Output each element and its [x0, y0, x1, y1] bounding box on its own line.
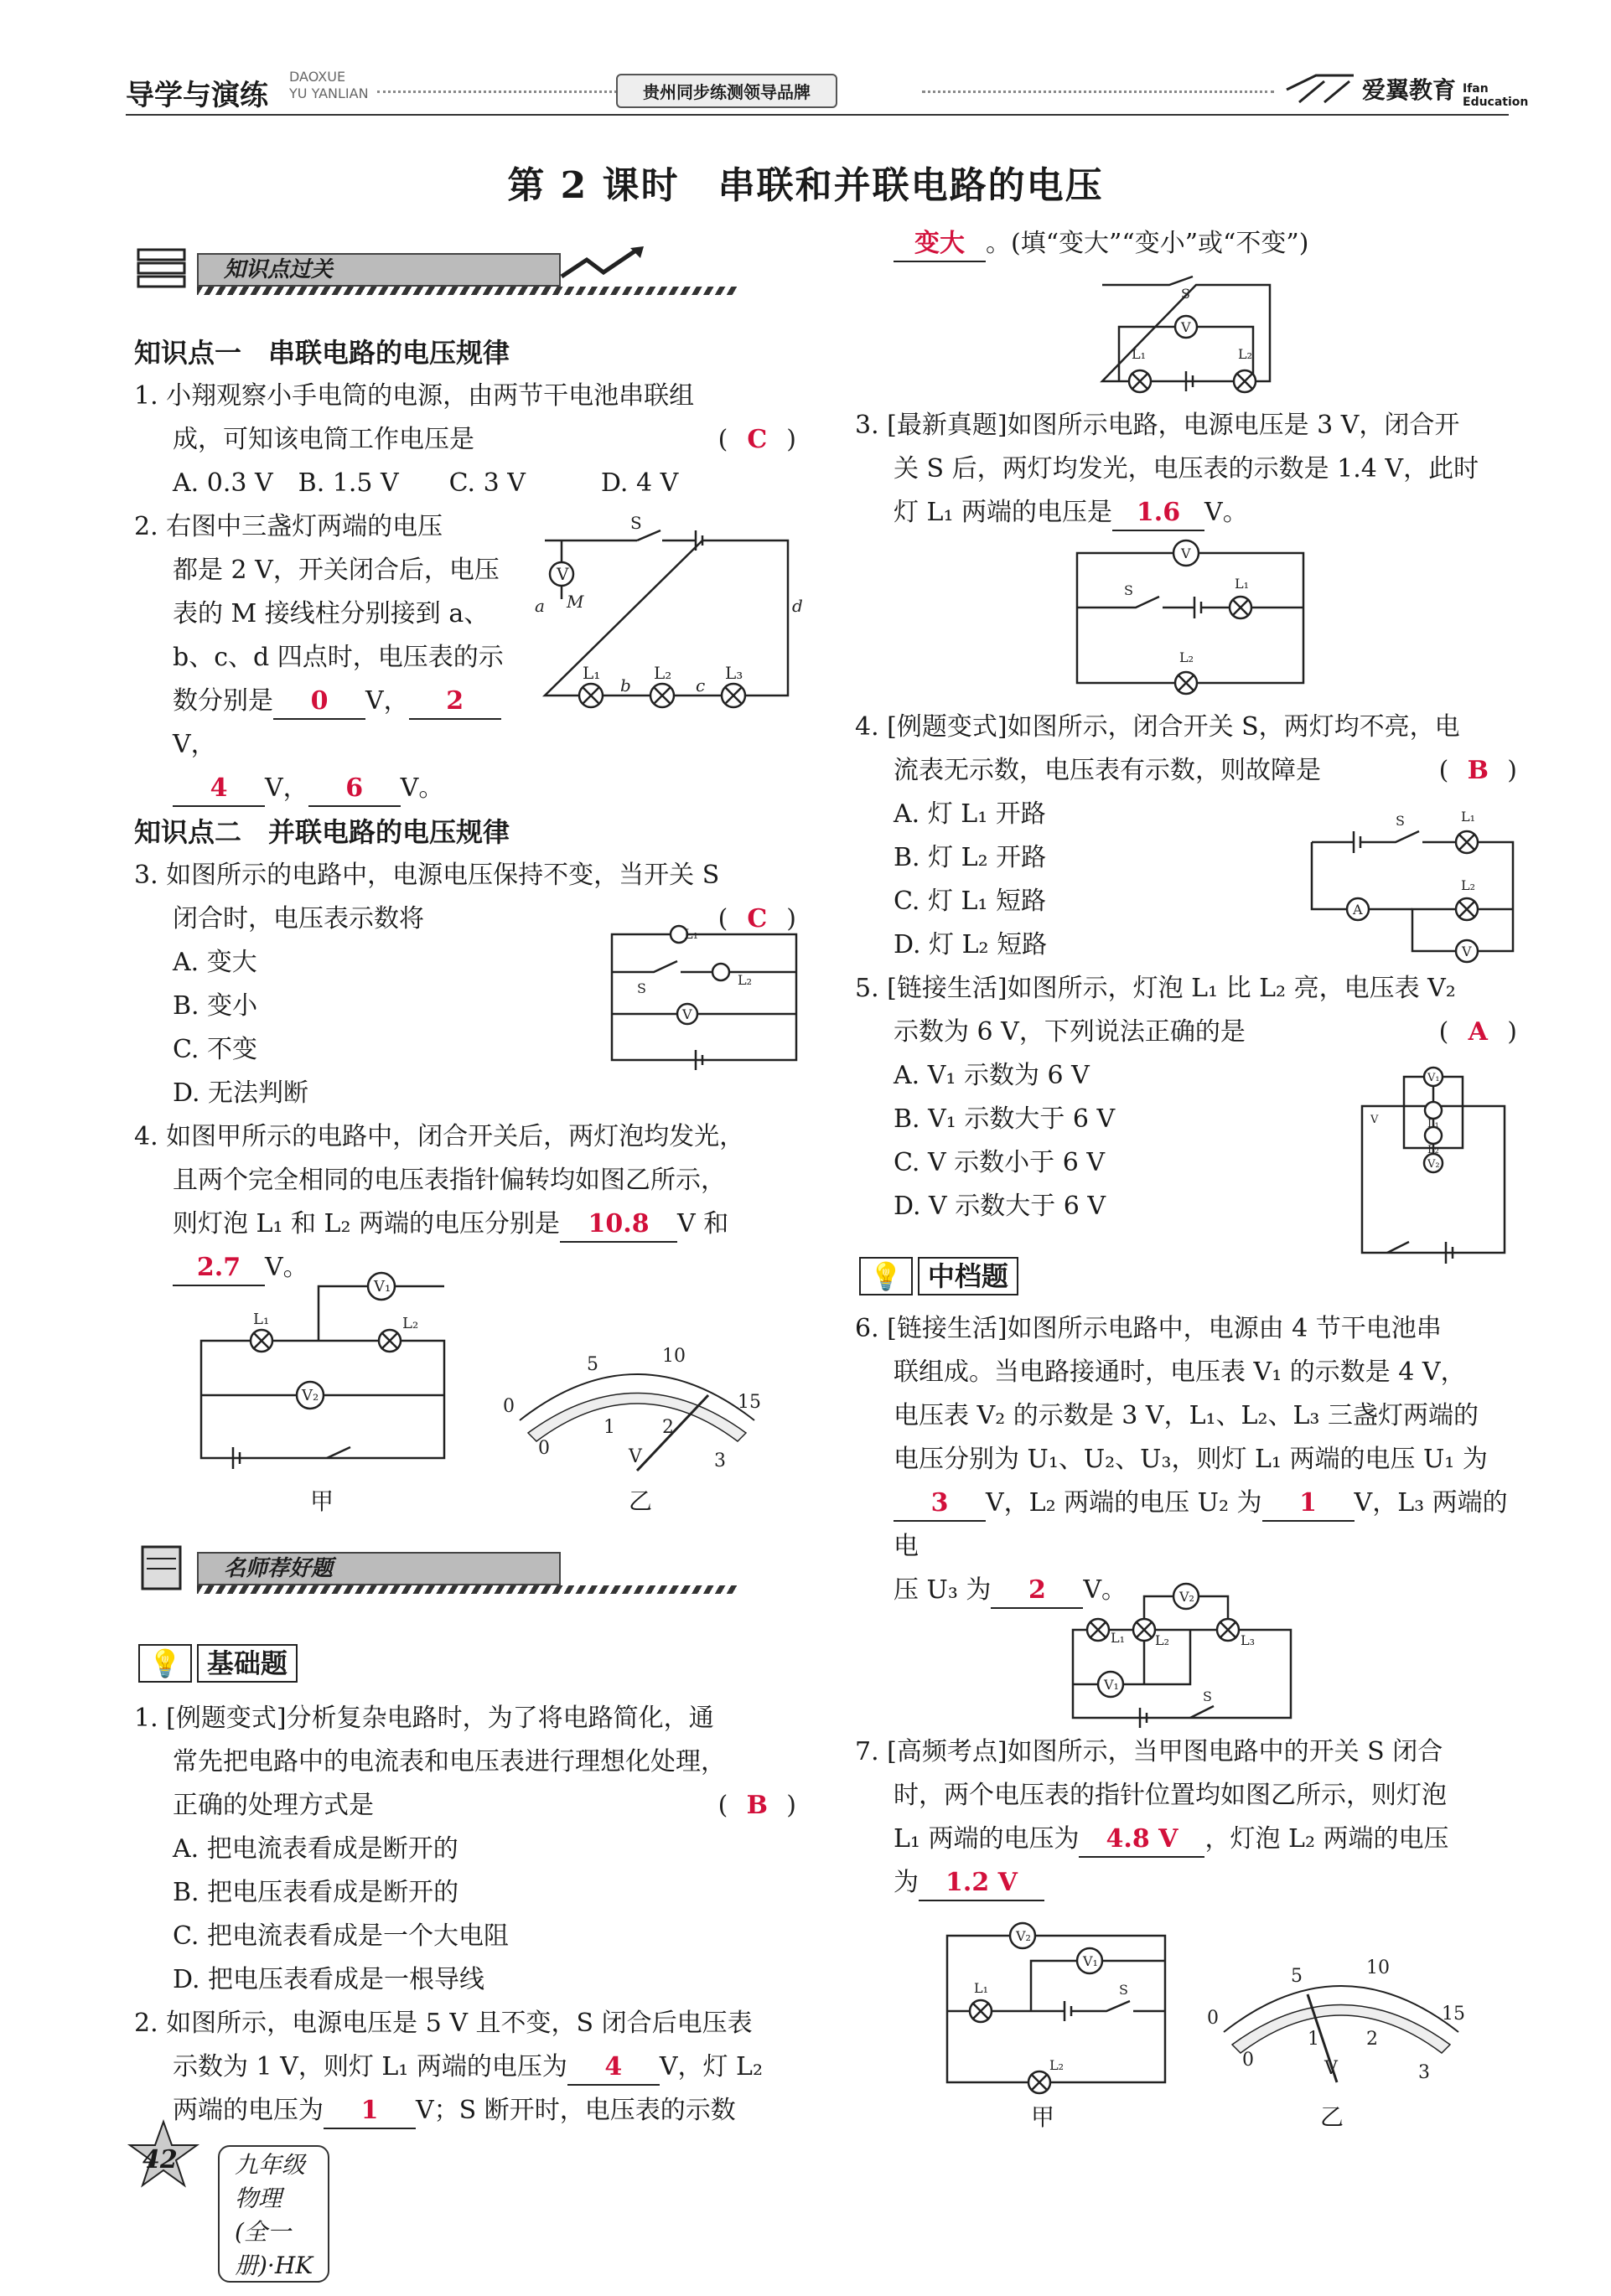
banner-stripe — [197, 287, 738, 295]
svg-text:10: 10 — [1366, 1957, 1390, 1978]
section-kp1: 知识点一 串联电路的电压规律 — [134, 337, 510, 369]
b2: 2. 如图所示，电源电压是 5 V 且不变，S 闭合后电压表 示数为 1 V，则灯 L₁ 两端的电压为 4 V，灯 L₂ 两端的电压为 1 V；S 断开时，电压表的示数 — [134, 2002, 796, 2133]
svg-text:L₁: L₁ — [1461, 809, 1476, 825]
b6-blank-1[interactable]: 3 — [894, 1487, 986, 1522]
section-kp2: 知识点二 并联电路的电压规律 — [134, 816, 510, 848]
trophy-icon — [134, 1542, 193, 1597]
svg-text:V₂: V₂ — [1016, 1928, 1031, 1944]
svg-text:1: 1 — [1308, 2029, 1319, 2050]
b7-blank-1[interactable]: 4.8 V — [1079, 1823, 1204, 1858]
svg-text:5: 5 — [587, 1354, 598, 1375]
header-slogan: 贵州同步练测领导品牌 — [616, 74, 837, 108]
b1: 1. [例题变式]分析复杂电路时，为了将电路简化，通 常先把电路中的电流表和电压表进行理想化处理， 正确的处理方式是 ( B ) A. 把电流表看成是断开的 B. 把电压表看成是断开的 C. 把电流表看成是一个大电阻 D. 把电压表看成是一根导线 — [134, 1704, 796, 1994]
svg-text:V: V — [1181, 546, 1191, 561]
svg-text:V₂: V₂ — [1427, 1158, 1440, 1171]
b2-blank-1[interactable]: 4 — [567, 2050, 660, 2086]
b3-blank-1[interactable]: 1.6 — [1112, 496, 1204, 531]
svg-text:S: S — [1124, 582, 1133, 598]
lightbulb-icon-2: 💡 — [859, 1257, 913, 1295]
q2-blank-1[interactable]: 0 — [273, 685, 365, 720]
b1-answer: B — [746, 1791, 768, 1820]
right-column-b3 — [855, 404, 1517, 535]
b4-answer: B — [1467, 756, 1489, 785]
svg-text:L₂: L₂ — [1179, 649, 1194, 665]
brand-pinyin: DAOXUE YU YANLIAN — [289, 69, 369, 101]
svg-text:L₁: L₁ — [1235, 576, 1250, 592]
svg-text:S: S — [1181, 286, 1190, 302]
brand-name: 导学与演练 — [126, 79, 268, 112]
banner2-title: 名师荐好题 — [197, 1552, 561, 1585]
q1-answer: C — [747, 425, 768, 454]
q3-circuit-diagram — [603, 926, 805, 1068]
b4: 4. [例题变式]如图所示，闭合开关 S，两灯均不亮，电 流表无示数，电压表有示数，则故障是 ( B ) A. 灯 L₁ 开路 B. 灯 L₂ 开路 C. 灯 L₁ 短路 D. 灯 L₂ 短路 — [855, 712, 1517, 959]
b7-meter-yi — [1199, 1948, 1484, 2099]
svg-text:M: M — [567, 592, 584, 612]
right-column-b7 — [855, 1730, 1517, 1905]
svg-text:L₂: L₂ — [402, 1315, 419, 1332]
q2: 2. 右图中三盏灯两端的电压 都是 2 V，开关闭合后，电压 表的 M 接线柱分别接到 a、 b、c、d 四点时，电压表的示 数分别是 0 V， 2V， 4 V， 6 V。 — [134, 505, 536, 810]
svg-text:V: V — [1324, 2058, 1338, 2079]
b2-blank-3[interactable]: 变大 — [894, 227, 986, 262]
b5: 5. [链接生活]如图所示，灯泡 L₁ 比 L₂ 亮，电压表 V₂ 示数为 6 V，下列说法正确的是 ( A ) A. V₁ 示数为 6 V B. V₁ 示数大于 6 V C. V 示数小于 6 V D. V 示数大于 6 V — [855, 974, 1517, 1221]
svg-text:S: S — [630, 513, 642, 533]
svg-text:L₁: L₁ — [684, 926, 699, 942]
svg-text:L₂: L₂ — [1427, 1144, 1439, 1156]
b2-blank-2[interactable]: 1 — [324, 2094, 416, 2129]
svg-text:S: S — [1119, 1982, 1128, 1998]
svg-text:V: V — [629, 1446, 642, 1467]
svg-text:a: a — [535, 596, 545, 616]
svg-text:V₁: V₁ — [1083, 1953, 1098, 1969]
svg-text:L₁: L₁ — [1111, 1630, 1126, 1646]
svg-text:L₂: L₂ — [1238, 346, 1253, 362]
b7-blank-2[interactable]: 1.2 V — [919, 1866, 1044, 1901]
svg-text:L₁: L₁ — [1132, 346, 1147, 362]
b5-circuit-diagram — [1354, 1064, 1513, 1257]
right-column: 变大 。(填“变大”“变小”或“不变”) — [855, 222, 1517, 266]
svg-text:V: V — [682, 1006, 692, 1022]
svg-text:1: 1 — [603, 1417, 615, 1438]
svg-text:L₁: L₁ — [583, 663, 601, 683]
q2-circuit-diagram — [536, 515, 805, 708]
svg-text:d: d — [792, 596, 803, 616]
level-basic: 💡 基础题 — [138, 1642, 298, 1681]
q2-blank-4[interactable]: 6 — [308, 772, 401, 807]
q4-meter-yi — [495, 1337, 780, 1487]
svg-text:V: V — [1462, 944, 1472, 959]
svg-text:A: A — [1353, 902, 1363, 918]
logo-en: Ifan Education — [1463, 82, 1529, 109]
svg-text:2: 2 — [662, 1417, 674, 1438]
logo-text: 爱翼教育 — [1362, 76, 1457, 104]
b7-caption-yi: 乙 — [1320, 2103, 1344, 2131]
q3-answer: C — [747, 904, 768, 933]
svg-text:V₂: V₂ — [302, 1387, 319, 1404]
q4-blank-1[interactable]: 10.8 — [560, 1207, 677, 1243]
svg-text:S: S — [1203, 1688, 1212, 1704]
svg-text:2: 2 — [1366, 2029, 1378, 2050]
level-medium: 💡 中档题 — [859, 1255, 1018, 1294]
b7-caption-jia: 甲 — [1031, 2103, 1055, 2131]
b6-circuit-diagram — [1065, 1567, 1316, 1726]
q3: 3. 如图所示的电路中，电源电压保持不变，当开关 S 闭合时，电压表示数将 ( C ) A. 变大 B. 变小 C. 不变 D. 无法判断 — [134, 861, 796, 1108]
svg-text:15: 15 — [738, 1392, 761, 1413]
b3-circuit-diagram — [1069, 536, 1312, 696]
b6-blank-3[interactable]: 2 — [991, 1574, 1083, 1609]
q4: 4. 如图甲所示的电路中，闭合开关后，两灯泡均发光， 且两个完全相同的电压表指针偏转均如图乙所示， 则灯泡 L₁ 和 L₂ 两端的电压分别是 10.8 V 和 2.7 V。 — [134, 1115, 796, 1290]
b4-circuit-diagram — [1303, 796, 1521, 964]
svg-text:L₃: L₃ — [1241, 1632, 1256, 1648]
arrow-icon — [553, 243, 654, 285]
svg-text:0: 0 — [1207, 2008, 1219, 2029]
svg-text:V₁: V₁ — [374, 1278, 391, 1295]
svg-text:V: V — [1370, 1114, 1379, 1126]
header-divider-2 — [922, 90, 1274, 93]
q4-blank-2[interactable]: 2.7 — [173, 1251, 265, 1286]
b7-circuit-jia — [939, 1919, 1190, 2095]
book-name: 九年级物理(全一册)·HK — [218, 2145, 329, 2283]
b6: 6. [链接生活]如图所示电路中，电源由 4 节干电池串 联组成。当电路接通时，电压表 V₁ 的示数是 4 V， 电压表 V₂ 的示数是 3 V，L₁、L₂、L₃ 三盏灯两端的 电压分别为 U₁、U₂、U₃，则灯 L₁ 两端的电压 U₁ 为 3 V，L₂ 两端的电压 U₂ 为 1 V，L₃ 两端的电 压 U₃ 为 2 V。 — [855, 1307, 1517, 1612]
left-column-2 — [134, 1697, 796, 2133]
banner-knowledge — [134, 243, 738, 297]
page-number: 42 — [142, 2145, 178, 2174]
svg-text:V₂: V₂ — [1179, 1589, 1194, 1605]
svg-text:L₂: L₂ — [1049, 2057, 1065, 2073]
b5-answer: A — [1468, 1017, 1488, 1047]
svg-text:0: 0 — [538, 1438, 550, 1459]
page-header — [126, 67, 1529, 117]
svg-text:V: V — [557, 564, 569, 584]
q4-caption-yi: 乙 — [629, 1487, 653, 1515]
svg-text:0: 0 — [503, 1396, 515, 1417]
banner-recommend — [134, 1542, 738, 1595]
svg-text:L₂: L₂ — [738, 972, 753, 988]
svg-text:c: c — [696, 675, 706, 696]
left-column — [134, 331, 796, 1290]
banner-title: 知识点过关 — [197, 253, 561, 287]
svg-text:L₂: L₂ — [1155, 1632, 1170, 1648]
books-icon — [134, 243, 193, 298]
logo-icon — [1282, 69, 1358, 111]
page-title: 第 2 课时 串联和并联电路的电压 — [507, 164, 1104, 207]
svg-text:L₁: L₁ — [253, 1311, 270, 1328]
lightbulb-icon: 💡 — [138, 1644, 192, 1683]
svg-text:S: S — [1396, 813, 1405, 829]
q1: 1. 小翔观察小手电筒的电源，由两节干电池串联组 成，可知该电筒工作电压是 ( C ) A. 0.3 V B. 1.5 V C. 3 V D. 4 V — [134, 381, 796, 498]
svg-text:V₁: V₁ — [1104, 1677, 1119, 1693]
q4-caption-jia: 甲 — [310, 1487, 334, 1515]
svg-text:S: S — [637, 980, 646, 996]
svg-text:L₁: L₁ — [1427, 1118, 1439, 1130]
svg-text:15: 15 — [1442, 2004, 1465, 2025]
svg-text:3: 3 — [714, 1451, 726, 1471]
svg-text:L₂: L₂ — [1461, 877, 1476, 893]
svg-text:L₃: L₃ — [725, 663, 743, 683]
b2-circuit-diagram — [1094, 277, 1287, 394]
svg-text:5: 5 — [1291, 1966, 1303, 1987]
svg-text:0: 0 — [1242, 2050, 1254, 2071]
b3: 3. [最新真题]如图所示电路，电源电压是 3 V，闭合开 关 S 后，两灯均发光，电压表的示数是 1.4 V，此时 灯 L₁ 两端的电压是 1.6 V。 — [855, 404, 1517, 535]
svg-text:3: 3 — [1418, 2062, 1430, 2083]
b6-blank-2[interactable]: 1 — [1262, 1487, 1355, 1522]
svg-text:V₁: V₁ — [1427, 1072, 1440, 1084]
q4-circuit-jia — [193, 1261, 469, 1471]
svg-text:V: V — [1181, 319, 1191, 335]
header-rule — [126, 114, 1509, 116]
svg-text:L₁: L₁ — [974, 1980, 989, 1996]
svg-text:L₂: L₂ — [654, 663, 672, 683]
b7: 7. [高频考点]如图所示，当甲图电路中的开关 S 闭合 时，两个电压表的指针位置均如图乙所示，则灯泡 L₁ 两端的电压为 4.8 V ，灯泡 L₂ 两端的电压 为 1.2 V — [855, 1730, 1517, 1905]
svg-text:10: 10 — [662, 1346, 686, 1367]
svg-text:b: b — [620, 675, 631, 696]
q2-blank-3[interactable]: 4 — [173, 772, 265, 807]
banner2-stripe — [197, 1585, 738, 1594]
q2-blank-2[interactable]: 2 — [409, 685, 501, 720]
